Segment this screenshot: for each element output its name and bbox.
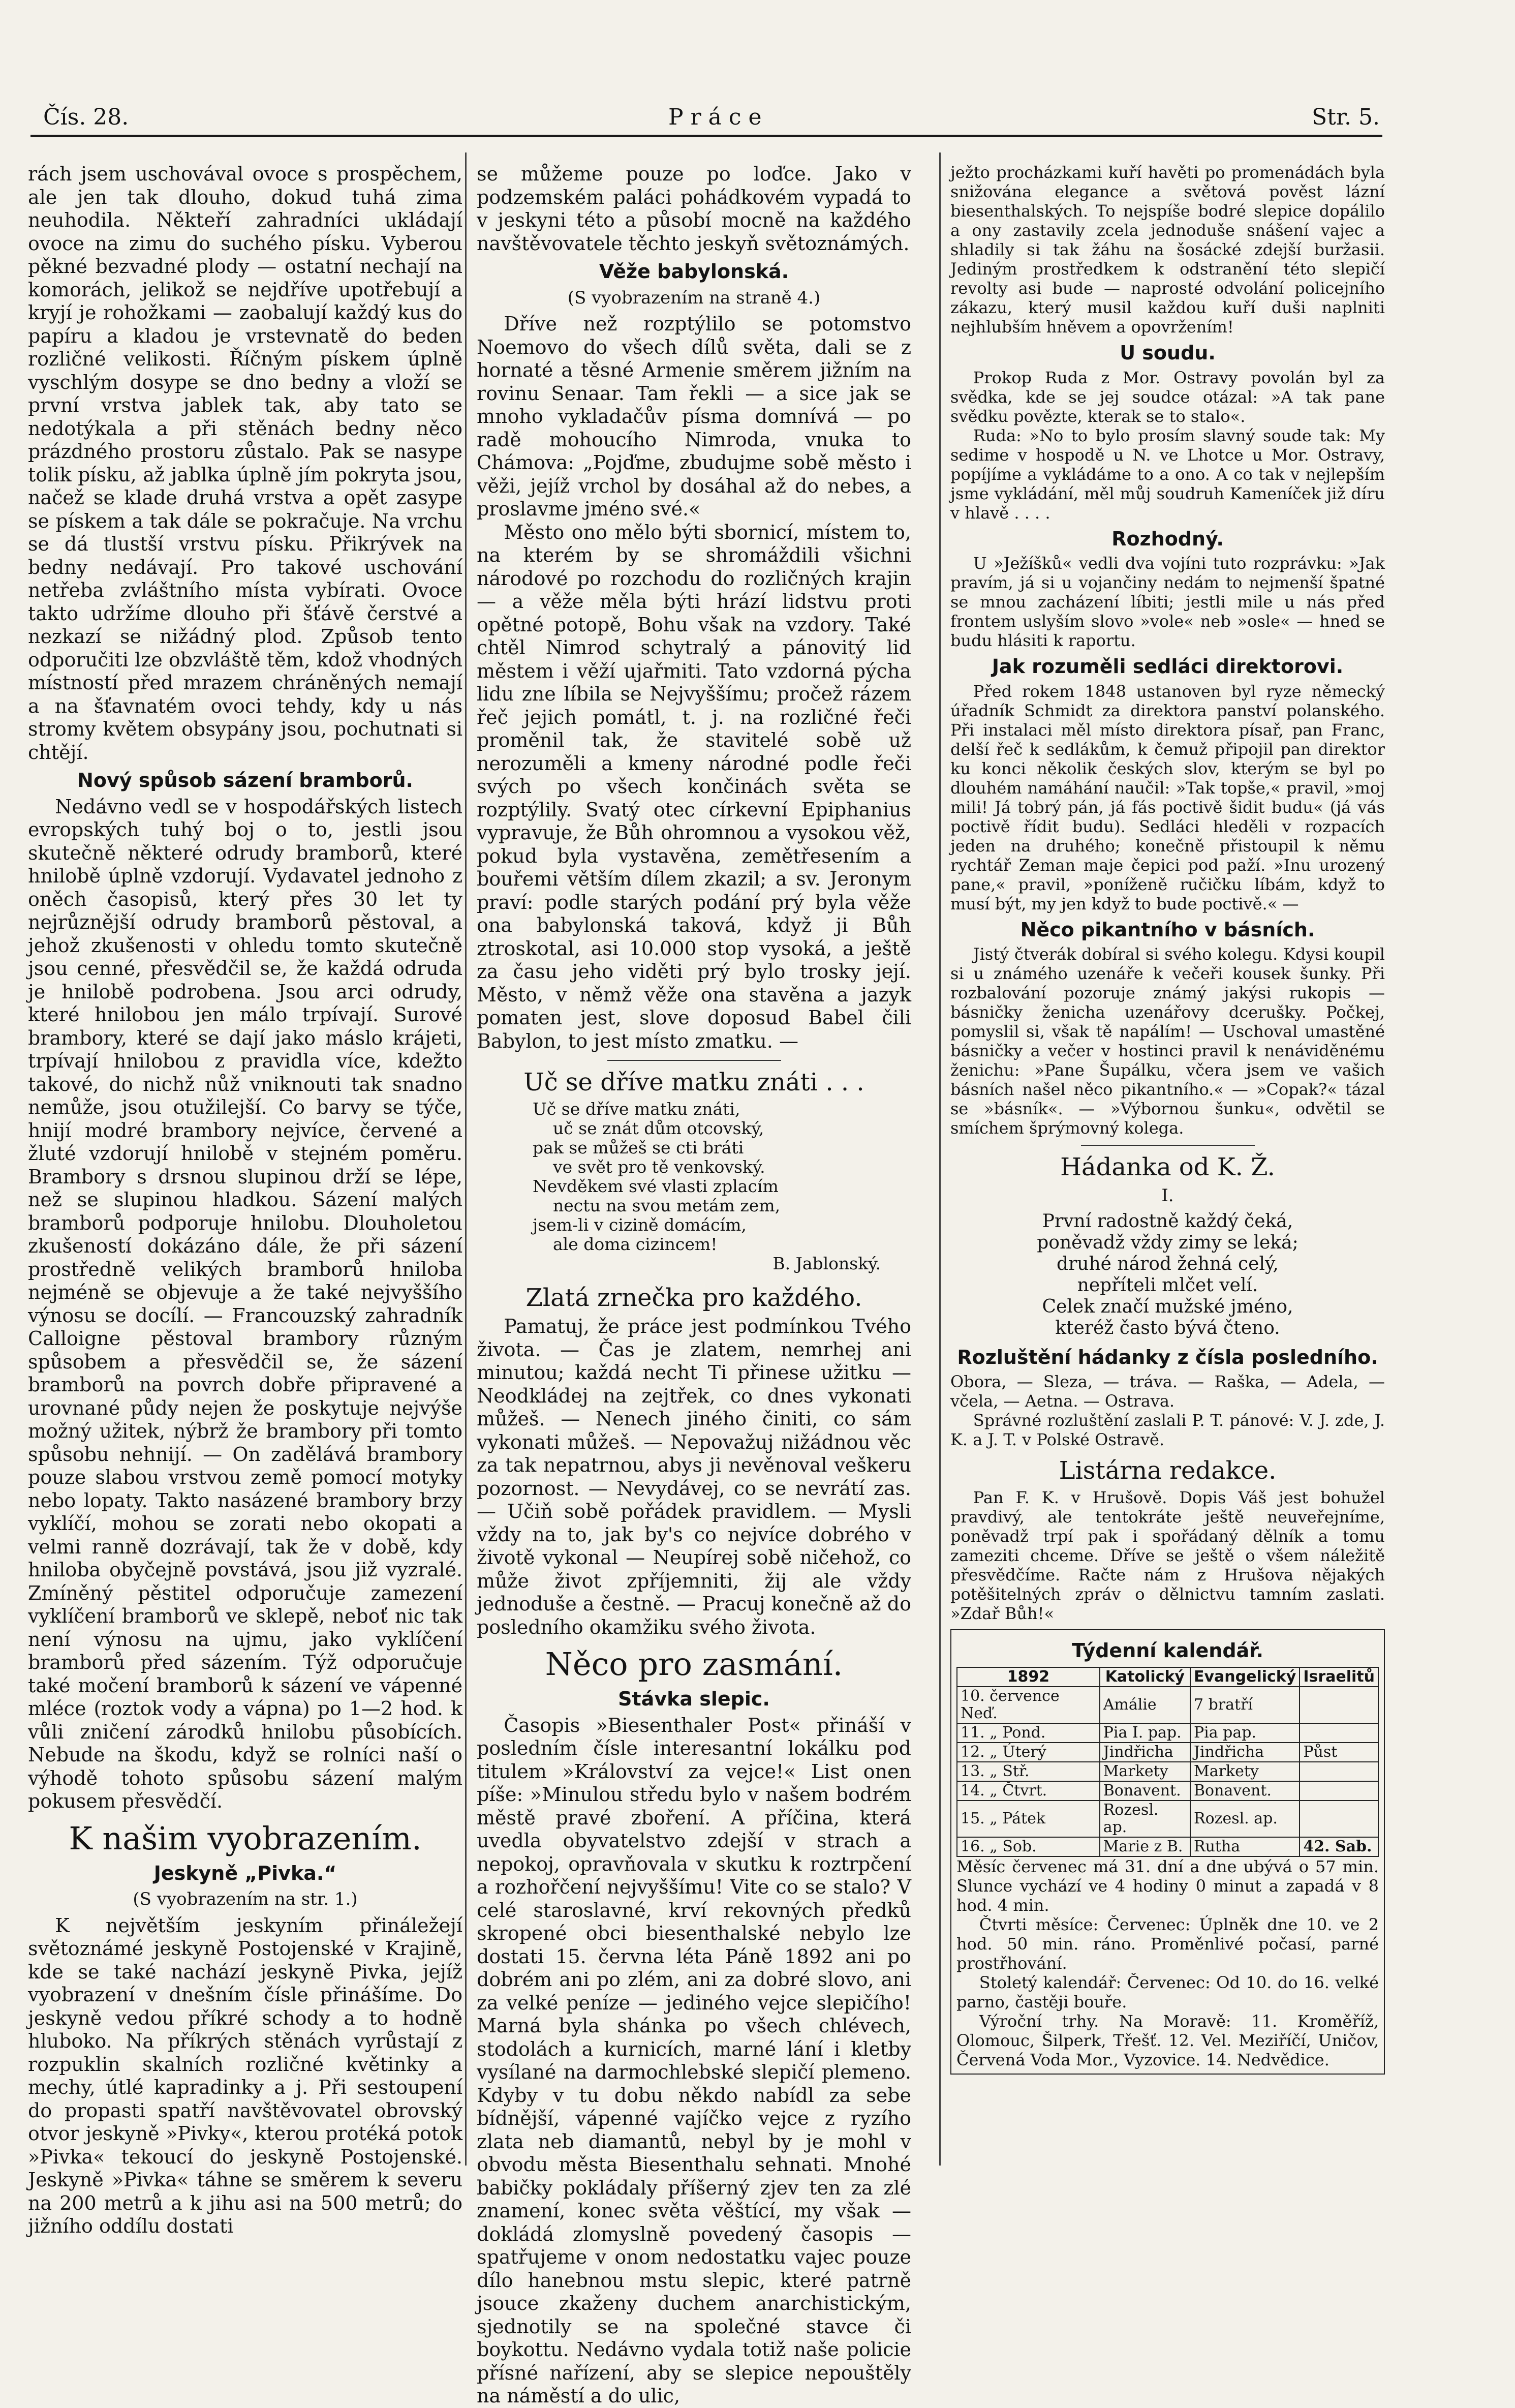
table-cell: 13. „ Stř. [957,1762,1100,1781]
table-cell: 16. „ Sob. [957,1837,1100,1856]
riddle-line: První radostně každý čeká, [1042,1210,1293,1232]
riddle-number: I. [1161,1185,1174,1206]
calendar-table [956,1667,1379,1857]
section-title: Zlatá zrnečka pro každého. [525,1284,862,1312]
table-row [957,1801,1378,1837]
riddle-solvers: Správné rozluštění zaslali P. T. pánové: V. J. zde, J. K. a J. T. v Polské Ostravě. [950,1411,1385,1449]
poem-line: uč se znát dům otcovský, [553,1118,764,1138]
table-cell: 11. „ Pond. [957,1723,1100,1743]
calendar-note: Výroční trhy. Na Moravě: 11. Kroměříž, Olomouc, Šilperk, Třešť. 12. Vel. Meziříčí, Uničov, Červená Voda Mor., Vyzovice. 14. Nedvědice. [956,2011,1379,2069]
article-heading: Jeskyně „Pivka.“ [153,1862,337,1884]
table-cell: Markety [1190,1762,1300,1781]
section-title: Hádanka od K. Ž. [1060,1153,1275,1181]
section-title: Listárna redakce. [1059,1456,1277,1485]
column-header: Katolický [1100,1667,1190,1687]
column-header: Evangelický [1190,1667,1300,1687]
table-cell: Markety [1100,1762,1190,1781]
table-cell: 15. „ Pátek [957,1801,1100,1837]
table-cell [1300,1762,1378,1781]
calendar-title: Týdenní kalendář. [1072,1639,1263,1662]
riddle-solution: Obora, — Sleza, — tráva. — Raška, — Adela, — včela, — Aetna. — Ostrava. [950,1372,1385,1411]
article-heading: Něco pikantního v básních. [1020,918,1315,941]
riddle [950,1211,1385,1339]
riddle-line: nepříteli mlčet velí. [1077,1274,1258,1296]
paragraph: Před rokem 1848 ustanoven byl ryze německý úřadník Schmidt za direktora panství polanského. Při instalaci měl místo direktora písař, pan Franc, delší řeč k sedlákům, k čemuž připojil pan direktor ku konci několik českých slov, kterým se byl po dlouhém namáhání naučil: »Tak topše,« pravil, »moj mili! Já tobrý pán, já fás poctivě šidit budu« (já vás poctivě řídit budu). Sedláci hleděli v rozpacích jeden na druhého; konečně přistoupil k němu rychtář Zeman maje čepici pod paží. »Inu urozený pane,« pravil, »poníženě ručičku líbám, když to musí být, my jen když to bude poctivě.« — [950,681,1385,913]
table-cell: 7 bratří [1190,1687,1300,1723]
header-rule [30,135,1382,137]
column-divider [465,153,467,2166]
riddle-line: kteréž často bývá čteno. [1055,1317,1280,1338]
table-cell: Rozesl. ap. [1190,1801,1300,1837]
poem-title: Uč se dříve matku znáti . . . [523,1068,864,1096]
table-cell: 42. Sab. [1300,1837,1378,1856]
table-cell: 14. „ Čtvrt. [957,1781,1100,1801]
section-title: K našim vyobrazením. [69,1819,422,1857]
section-heading: Nový spůsob sázení bramborů. [77,769,413,791]
calendar-note: Měsíc červenec má 31. dní a dne ubývá o 57 min. Slunce vychází ve 4 hodiny 0 minut a zapadá v 8 hod. 4 min. [956,1856,1379,1915]
table-cell [1300,1687,1378,1723]
table-cell: 12. „ Úterý [957,1743,1100,1762]
paragraph: Nedávno vedl se v hospodářských listech evropských tuhý boj o to, jestli jsou skutečně některé odrudy bramborů, které hnilobě úplně vzdorují. Vydavatel jednoho z oněch časopisů, který přes 30 let ty nejrůznější odrudy bramborů pěstoval, a jehož zkušenosti v ohledu tomto skutečně jsou cenné, přesvědčil se, že každá odruda je hnilobě podrobena. Jsou arci odrudy, které hnilobou jen málo trpívají. Surové brambory, které se dají jako máslo krájeti, trpívají hnilobou z pravidla více, kdežto takové, do nichž nůž vniknouti tak snadno nemůže, jsou otužilejší. Co barvy se týče, hnijí modré brambory nejvíce, červené a žluté vzdorují hnilobě v stejném poměru. Brambory s drsnou slupinou drží se lépe, než se slupinou hladkou. Sázení malých bramborů podporuje hnilobu. Dlouholetou zkušeností dokázáno dále, že při sázení prostředně velikých bramborů hniloba nejméně se objevuje a že také nejvyššího výnosu se docílí. — Francouzský zahradník Calloigne pěstoval brambory různým spůsobem a přesvědčil se, že sázení bramborů na povrch dobře připravené a urovnané půdy nejen že poskytuje nejvýše možný užitek, nýbrž že brambory při tomto spůsobu nehnijí. — On zadělává brambory pouze slabou vrstvou země pomocí motyky nebo lopaty. Takto nasázené brambory brzy vyklíčí, mohou se zorati nebo okopati a velmi ranně dozrávají, tak že v době, kdy hniloba obyčejně povstává, jsou již vyzralé. Zmíněný pěstitel odporučuje zamezení vyklíčení bramborů ve sklepě, neboť nic tak není výnosu na ujmu, jako vyklíčení bramborů před sázením. Týž odporučuje také močení bramborů k sázení ve vápenné mléce (roztok vody a vápna) po 1—2 hod. k vůli zničení zárodků hnilobu působících. Nebude na škodu, když se rolníci naší o výhodě tohoto spůsobu sázení malým pokusem přesvědčí. [28,795,462,1812]
page-header [43,104,1380,135]
separator [607,1060,781,1061]
paragraph: Jistý čtverák dobíral si svého kolegu. Kdysi koupil si u známého uzenáře k večeři kousek šunky. Při rozbalování pozoruje známý jakýsi rukopis — básničky ženicha uzenářovy dcerušky. Počkej, pomyslil si, však tě napálím! — Uschoval umastěné básničky a večer v hostinci pravil k nenáviděnému ženichu: »Pane Šupálku, včera jsem ve vašich básních našel něco pikantního.« — »Copak?« tázal se »básník«. — »Výbornou šunku«, odvětil se smíchem šprýmovný kolega. [950,944,1385,1138]
table-cell: Amálie [1100,1687,1190,1723]
separator [1081,1145,1255,1146]
riddle-line: Celek značí mužské jméno, [1042,1296,1293,1317]
table-row [957,1723,1378,1743]
paragraph: U »Ježíšků« vedli dva vojíni tuto rozprávku: »Jak pravím, já si u vojančiny nedám to nejmenší špatné se mnou zacházení líbiti; jestli mile u nás před frontem uslyším slovo »vole« neb »osle« — hned se budu hlásiti k raportu. [950,554,1385,650]
table-header-row [957,1667,1378,1687]
table-cell: Marie z B. [1100,1837,1190,1856]
table-row [957,1781,1378,1801]
table-row [957,1837,1378,1856]
paragraph: Pamatuj, že práce jest podmínkou Tvého života. — Čas je zlatem, nemrhej ani minutou; každá necht Ti přinese užitku — Neodkládej na zejtřek, co dnes vykonati můžeš. — Nenech jiného činiti, co sám vykonati můžeš. — Nepovažuj nižádnou věc za tak nepatrnou, abys ji nevěnoval veškeru pozornost. — Nevydávej, co se nevrátí zas. — Učiň sobě pořádek pravidlem. — Mysli vždy na to, jak by's co nejvíce dobrého v životě vykonal — Neupírej sobě ničehož, co může život zpříjemniti, žij ale vždy jednoduše a čestně. — Pracuj konečně až do posledního okamžiku svého života. [477,1315,911,1638]
article-heading: U soudu. [1120,342,1216,364]
table-cell [1300,1723,1378,1743]
table-row [957,1687,1378,1723]
table-cell: 10. července Neď. [957,1687,1100,1723]
poem-author: B. Jablonský. [772,1254,881,1273]
article-heading: Rozhodný. [1111,527,1224,550]
article-heading: Jak rozuměli sedláci direktorovi. [992,655,1344,678]
masthead-title: Práce [668,104,769,130]
riddle-line: druhé národ žehná celý, [1057,1253,1279,1274]
issue-number: Čís. 28. [43,104,129,130]
section-title: Něco pro zasmání. [545,1645,843,1683]
calendar-box [950,1629,1385,2075]
riddle-line: poněvadž vždy zimy se leká; [1037,1232,1298,1253]
table-cell: Rozesl. ap. [1100,1801,1190,1837]
poem [477,1100,911,1273]
article-heading: Rozluštění hádanky z čísla posledního. [957,1346,1378,1368]
poem-line: Nevděkem své vlasti zplacím [533,1176,779,1196]
poem-line: nectu na svou metám zem, [553,1196,781,1215]
table-cell: Půst [1300,1743,1378,1762]
table-cell: Rutha [1190,1837,1300,1856]
paragraph: Prokop Ruda z Mor. Ostravy povolán byl za svědka, kde se jej soudce otázal: »A tak pane svědku povězte, kterak se to stalo«. [950,368,1385,426]
paragraph: ježto procházkami kuří havěti po promenádách byla snižována elegance a světová pověst lázní biesenthalských. To nejspíše bodré slepice dopálilo a ony zastavily zcela jednoduše snášení vajec a shladily si tak žáhu na šosácké zdejší buržasii. Jediným prostředkem k odstranění této slepičí revolty asi bude — naprosté odvolání policejního zákazu, který musil každou kuří duši naplniti nejhlubším hněvem a opovržením! [950,163,1385,337]
column-3 [950,163,1385,2166]
column-1 [28,163,462,2237]
paragraph: Dříve než rozptýlilo se potomstvo Noemovo do všech dílů světa, dali se z hornaté a těsné Armenie směrem jižním na rovinu Senaar. Tam řekli — a sice jak se mnoho vykladačův písma domnívá — po radě mohoucího Nimroda, vnuka to Chámova: „Pojďme, zbudujme sobě město i věži, jejíž vrchol by dosáhal až do nebes, a proslavme jméno své.« [477,313,911,520]
page-number: Str. 5. [1312,104,1380,130]
column-header: Israelitů [1300,1667,1378,1687]
table-cell: Jindřicha [1100,1743,1190,1762]
column-header: 1892 [957,1667,1100,1687]
paragraph: Město ono mělo býti sbornicí, místem to, na kterém by se shromáždili všichni národové po rozchodu do rozličných krajin — a věže měla býti hrází lidstvu proti opětné potopě, Bohu však na vzdory. Také chtěl Nimrod schytralý a pánovitý lid městem i věží ujařmiti. Tato vzdorná pýcha lidu zne líbila se Nejvyššímu; pročež rázem řeč jejich pomátl, t. j. na rozličné řeči proměnil tak, že stavitelé sobě už nerozuměli a kmeny národné podle řeči svých po všech končinách světa se rozptýlily. Svatý otec církevní Epiphanius vypravuje, že Bůh ohromnou a vysokou věž, pokud byla vystavěna, zemětřesením a bouřemi větším dílem zkazil; a sv. Jeronym praví: podle starých podání prý byla věže ona babylonská taková, když ji Bůh ztroskotal, asi 10.000 stop vysoká, a ještě za času jeho viděti prý bylo trosky její. Město, v němž věže ona stavěna a jazyk pomaten jest, slove doposud Babel čili Babylon, to jest místo zmatku. — [477,521,911,1052]
paragraph: Ruda: »No to bylo prosím slavný soude tak: My sedime v hospodě u N. ve Lhotce u Mor. Ostravy, popíjíme a vykládáme to a ono. A co tak v nejlepším jsme vykládání, měl můj soudruh Kameníček již díru v hlavě . . . . [950,425,1385,523]
table-cell [1300,1781,1378,1801]
article-heading: Stávka slepic. [618,1688,770,1710]
poem-line: ale doma cizincem! [553,1234,718,1254]
poem-line: Uč se dříve matku znáti, [533,1099,740,1119]
calendar-note: Stoletý kalendář: Červenec: Od 10. do 16. velké parno, častěji bouře. [956,1972,1379,2011]
table-cell: Pia I. pap. [1100,1723,1190,1743]
column-divider [939,153,941,2166]
table-cell: Bonavent. [1100,1781,1190,1801]
table-cell: Pia pap. [1190,1723,1300,1743]
poem-line: jsem-li v cizině domácím, [533,1215,747,1235]
paragraph: K největším jeskyním přináležejí světoznámé jeskyně Postojenské v Krajině, kde se také nachází jeskyně Pivka, jejíž vyobrazení v dnešním čísle přinášíme. Do jeskyně vedou příkré schody a to hodně hluboko. Na příkrých stěnách vyrůstají z rozpuklin skalních rozličné květinky a mechy, útlé kapradinky a j. Při sestoupení do propasti spatří navštěvovatel obrovský otvor jeskyně »Pivky«, kterou protéká potok »Pivka« tekoucí do jeskyně Postojenské. Jeskyně »Pivka« táhne se směrem k severu na 200 metrů a k jihu asi na 500 metrů; do jižního oddílu dostati [28,1914,462,2237]
paragraph: rách jsem uschovával ovoce s prospěchem, ale jen tak dlouho, dokud tuhá zima neuhodila. Někteří zahradníci ukládají ovoce na zimu do suchého písku. Vyberou pěkné bezvadné plody — ostatní nechají na komorách, jelikož se nejdříve upotřebují a kryjí je rohožkami — zaobalují každý kus do papíru a kladou je vrstevnatě do beden rozličné velikosti. Říčným pískem úplně vyschlým dosype se dno bedny a vloží se první vrstva jablek tak, aby tato se nedotýkala a při stěnách bedny něco prázdného prostoru zůstalo. Pak se nasype tolik písku, až jablka úplně jím pokryta jsou, načež se klade druhá vrstva a opět zasype se pískem a tak dále se pokračuje. Na vrchu se dá tlustší vrstvu písku. Přikrývek na bedny nedávají. Pro takové uschování netřeba zvláštního místa vybírati. Ovoce takto udržíme dlouho při šťávě čerstvé a nezkazí se nižádný plod. Způsob tento odporučiti lze obzvláště těm, kdož vhodných místností před mrazem chráněných nemají a na šťavnatém ovoci tehdy, kdy u nás stromy květem obsypány jsou, pochutnati si chtějí. [28,163,462,764]
table-cell: Jindřicha [1190,1743,1300,1762]
paragraph: se můžeme pouze po loďce. Jako v podzemském paláci pohádkovém vypadá to v jeskyni této a působí mocně na každého navštěvovatele těchto jeskyň světoznámých. [477,163,911,255]
paragraph: Časopis »Biesenthaler Post« přináší v posledním čísle interesantní lokálku pod titulem »Království za vejce!« List onen píše: »Minulou středu bylo v našem bodrém městě pravé zboření. A příčina, která uvedla obyvatelstvo zdejší v strach a nepokoj, opravňovala v skutku k roztrpčení a rozhořčení nejvyššímu! Vite co se stalo? V celé staroslavné, krví rekovných předků skropené obci biesenthalské nebylo lze dostati 15. června léta Páně 1892 ani po dobrém ani po zlém, ani za dobré slovo, ani za velké peníze — jediného vejce slepičího! Marná byla shánka po všech chlévech, stodolách a kurnicích, marné lání i kletby vysílané na darmochlebské slepičí plemeno. Kdyby v tu dobu někdo nabídl za sebe bídnější, vápenné vajíčko vejce z ryzího zlata neb diamantů, nebyl by je mohl v obvodu města Biesenthalu sehnati. Mnohé babičky pokládaly příšerný zjev ten za zlé znamení, konec světa věštící, my však — dokládá zlomyslně povedený časopis — spatřujeme v onom nedostatku vajec pouze dílo hanebnou mstu slepic, které patrně jsouce zkaženy duchem anarchistickým, sjednotily se na společné stavce či boykottu. Nedávno vydala totiž naše policie přísné nařízení, aby se slepice nepouštěly na náměstí a do ulic, [477,1714,911,2407]
column-2 [477,163,911,2407]
table-row [957,1743,1378,1762]
table-cell: Bonavent. [1190,1781,1300,1801]
table-cell [1300,1801,1378,1837]
poem-line: pak se můžeš se cti bráti [533,1138,744,1157]
table-row [957,1762,1378,1781]
poem-line: ve svět pro tě venkovský. [553,1157,765,1177]
calendar-note: Čtvrti měsíce: Červenec: Úplněk dne 10. ve 2 hod. 50 min. ráno. Proměnlivé počasí, parné prostřhování. [956,1914,1379,1973]
paragraph: Pan F. K. v Hrušově. Dopis Váš jest bohužel pravdivý, ale tentokráte ještě neuveřejníme, poněvadž trpí pak i spořádaný dělník a tomu zameziti chceme. Dříve se ještě o všem náležitě přesvědčíme. Račte nám z Hrušova nějakých potěšitelných zpráv o dělnictvu tamním zaslati. »Zdař Bůh!« [950,1488,1385,1623]
article-subtitle: (S vyobrazením na str. 1.) [133,1889,358,1909]
article-subtitle: (S vyobrazením na straně 4.) [567,287,821,308]
article-heading: Věže babylonská. [599,260,789,283]
